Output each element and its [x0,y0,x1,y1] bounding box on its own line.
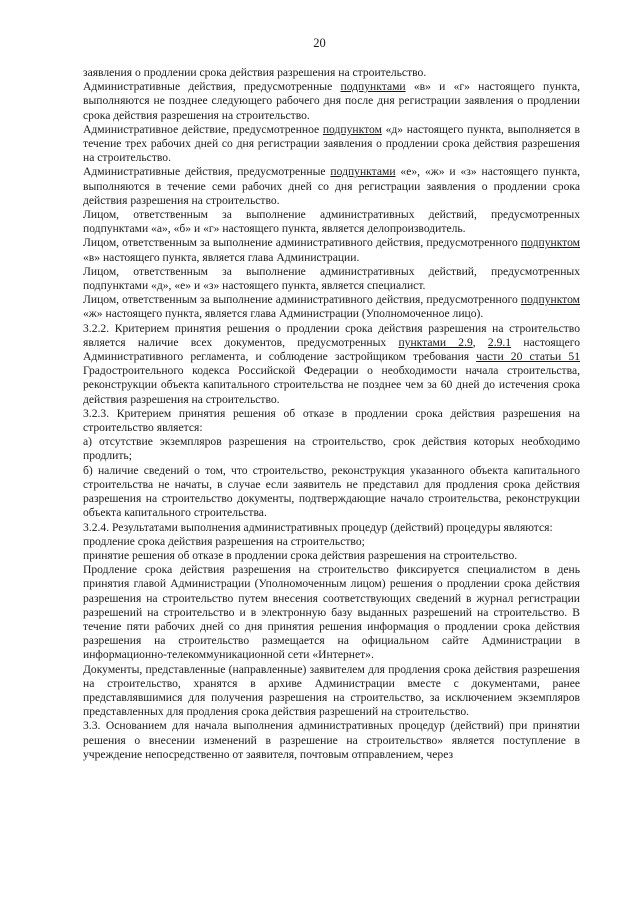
text-run: Административное действие, предусмотренное [83,122,323,136]
text-run: Продление срока действия разрешения на строительство фиксируется специалистом в день принятия главой Администрации (Уполномоченным лицом) решения о продлении срока действия разрешения на строительство путем внесения соответствующих сведений в журнал регистрации разрешений на строительство и в электронную базу выданных разрешений на строительство. В течение пяти рабочих дней со дня принятия решения информация о продлении срока действия разрешения на строительство размещается на официальном сайте Администрации в информационно-телекоммуникационной сети «Интернет». [83,563,580,662]
text-run: продление срока действия разрешения на строительство; [83,534,365,548]
paragraph [83,322,580,407]
text-run: 3.2.3. Критерием принятия решения об отказе в продлении срока действия разрешения на строительство является: [83,406,580,435]
paragraph [83,719,580,762]
body-text [83,66,580,762]
text-run: «д» настоящего пункта, выполняется в течение трех рабочих дней со дня регистрации заявления о продлении срока действия разрешения на строительство. [83,122,580,165]
text-run: настоящего Административного регламента, и соблюдение застройщиком требования [83,335,580,364]
text-run: 3.3. Основанием для начала выполнения административных процедур (действий) при принятии решения о внесении изменений в разрешение на строительство» является поступление в учреждение непосредственно от заявителя, почтовым отправлением, через [83,719,580,761]
cross-reference-link: 2.9.1 [487,335,512,349]
cross-reference-link: подпунктом [520,293,580,307]
paragraph [83,80,580,123]
text-run: а) отсутствие экземпляров разрешения на строительство, срок действия которых необходимо продлить; [83,435,580,463]
paragraph [83,66,580,80]
text-run: Административные действия, предусмотренные [83,80,341,94]
paragraph [83,236,580,264]
paragraph [83,208,580,236]
cross-reference-link: пунктами 2.9 [398,335,473,349]
paragraph [83,521,580,535]
cross-reference-link: подпунктами [340,80,406,94]
cross-reference-link: подпунктами [330,165,396,179]
text-run: Административные действия, предусмотренные [83,165,331,179]
text-run: «в» настоящего пункта, является глава Администрации. [83,250,360,264]
paragraph [83,435,580,463]
text-run: 3.2.2. Критерием принятия решения о продлении срока действия разрешения на строительство является наличие всех документов, предусмотренных [83,321,580,349]
paragraph [83,464,580,521]
text-run: Лицом, ответственным за выполнение административных действий, предусмотренных подпунктами «д», «е» и «з» настоящего пункта, является специалист. [83,264,580,293]
text-run: «ж» настоящего пункта, является глава Администрации (Уполномоченное лицо). [83,307,484,321]
paragraph [83,407,580,435]
text-run: Лицом, ответственным за выполнение административных действий, предусмотренных подпунктами «а», «б» и «г» настоящего пункта, является делопроизводитель. [83,208,580,236]
paragraph [83,563,580,662]
paragraph [83,535,580,549]
text-run: Градостроительного кодекса Российской Федерации о необходимости начала строительства, реконструкции объекта капитального строительства не позднее чем за 60 дней до истечения срока действия разрешения на строительство. [83,364,580,406]
paragraph [83,123,580,166]
text-run: б) наличие сведений о том, что строительство, реконструкция указанного объекта капитального строительства не начаты, в случае если заявитель не представил для продления срока действия разрешения на строительство документы, подтверждающие начало строительства, реконструкции объекта капитального строительства. [83,463,580,520]
text-run: «е», «ж» и «з» настоящего пункта, выполняются в течение семи рабочих дней со дня регистрации заявления о продлении срока действия разрешения на строительство. [83,165,580,207]
paragraph [83,549,580,563]
cross-reference-link: подпунктом [520,236,580,250]
text-run: Лицом, ответственным за выполнение административного действия, предусмотренного [83,293,521,307]
paragraph [83,265,580,293]
text-run: принятие решения об отказе в продлении срока действия разрешения на строительство. [83,548,518,562]
cross-reference-link: подпунктом [322,122,382,136]
text-run: «в» и «г» настоящего пункта, выполняются не позднее следующего рабочего дня после дня регистрации заявления о продлении срока действия разрешения на строительство. [83,80,580,122]
page-number: 20 [313,36,326,50]
text-run: заявления о продлении срока действия разрешения на строительство. [83,66,427,79]
paragraph [83,663,580,720]
text-run: 3.2.4. Результатами выполнения административных процедур (действий) процедуры являются: [83,520,553,534]
text-run: Документы, представленные (направленные) заявителем для продления срока действия разрешения на строительство, хранятся в архиве Администрации вместе с документами, ранее представлявшимися для получения разрешения на строительство, за исключением экземпляров представленных для продления срока действия разрешений на строительство. [83,662,580,719]
text-run: , [472,335,488,349]
text-run: Лицом, ответственным за выполнение административного действия, предусмотренного [83,236,521,250]
paragraph [83,293,580,321]
cross-reference-link: части 20 статьи 51 [476,350,580,364]
paragraph [83,165,580,208]
